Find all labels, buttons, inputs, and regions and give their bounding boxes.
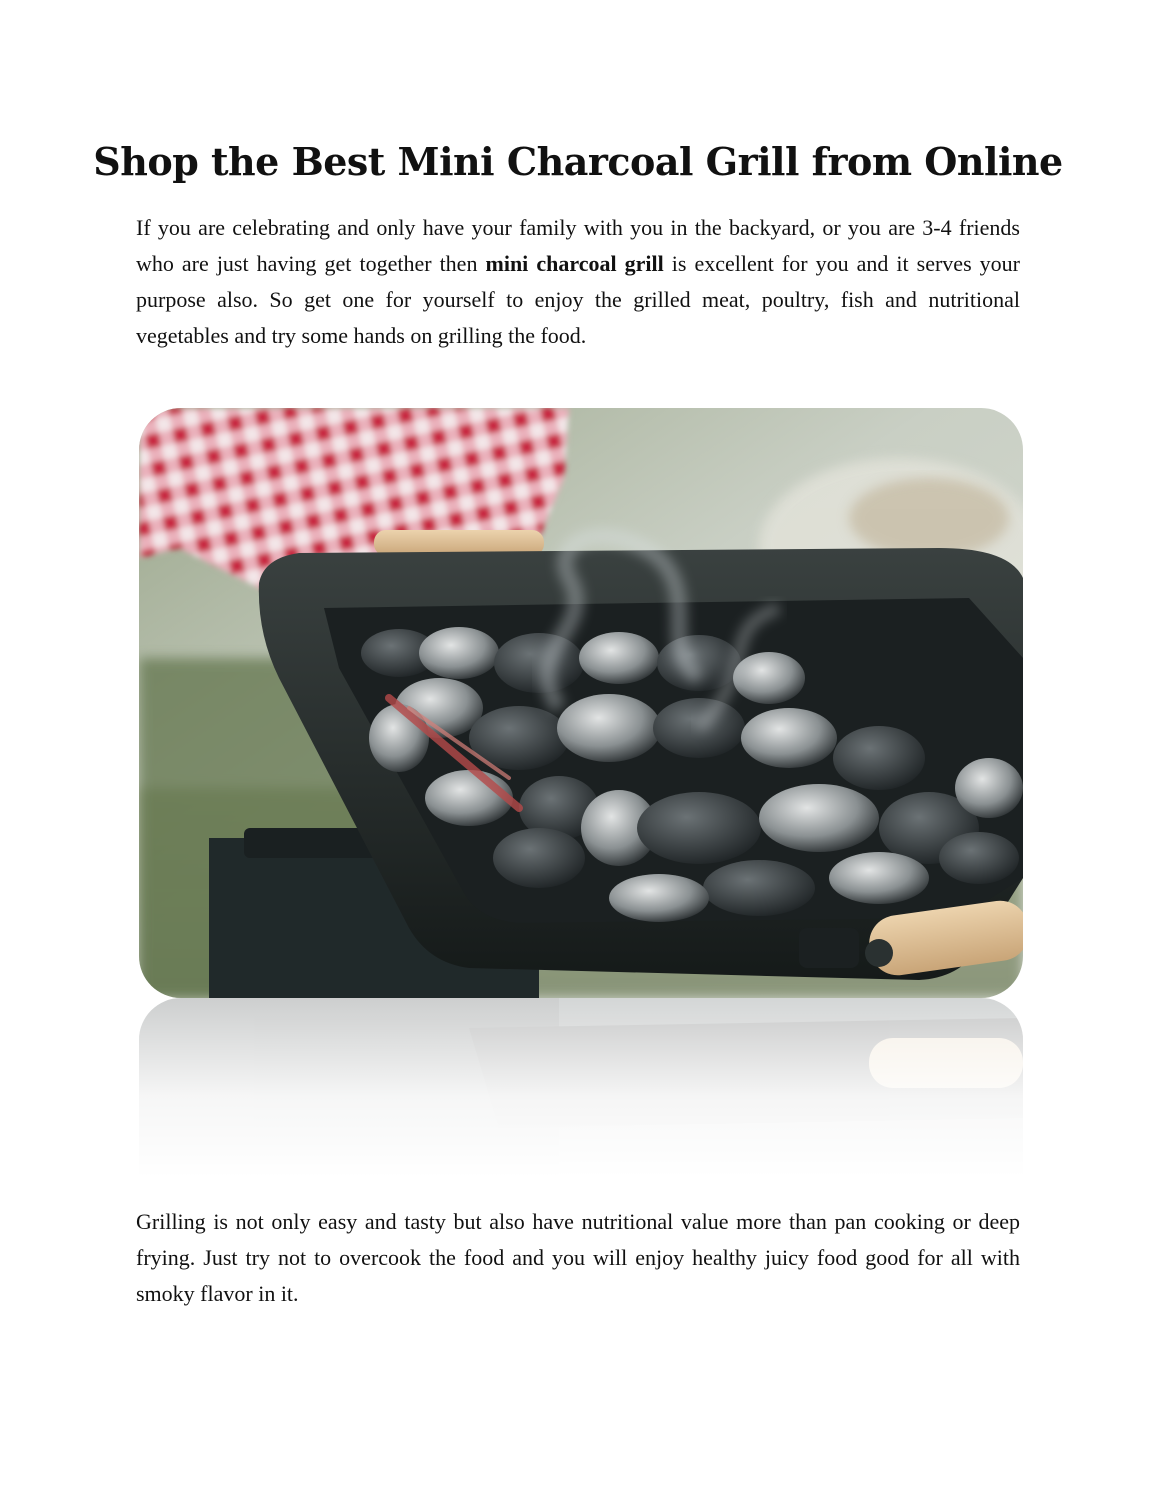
- intro-text-end: is excellent for you and it serves your purpose also. So get one for yourself to enjoy the grilled meat, poultry, fish and nutritional vegetables and try some hands on grilling the food.: [136, 251, 1020, 348]
- grill-photo-reflection: [139, 998, 1023, 1178]
- grill-photo: [139, 408, 1023, 998]
- charcoal-grill-illustration: [139, 408, 1023, 998]
- intro-text-start: If you are celebrating and only have your family with you in the backyard, or you are 3-4 friends who are just having get together then: [136, 215, 1020, 276]
- page-title: Shop the Best Mini Charcoal Grill from Online: [93, 139, 1063, 184]
- closing-paragraph: Grilling is not only easy and tasty but also have nutritional value more than pan cooking or deep frying. Just try not to overcook the food and you will enjoy healthy juicy food good for all with smoky flavor in it.: [136, 1209, 1020, 1306]
- intro-bold-keyword: mini charcoal grill: [485, 251, 664, 276]
- reflection-fade: [139, 998, 1023, 1178]
- intro-paragraph: [136, 210, 1020, 354]
